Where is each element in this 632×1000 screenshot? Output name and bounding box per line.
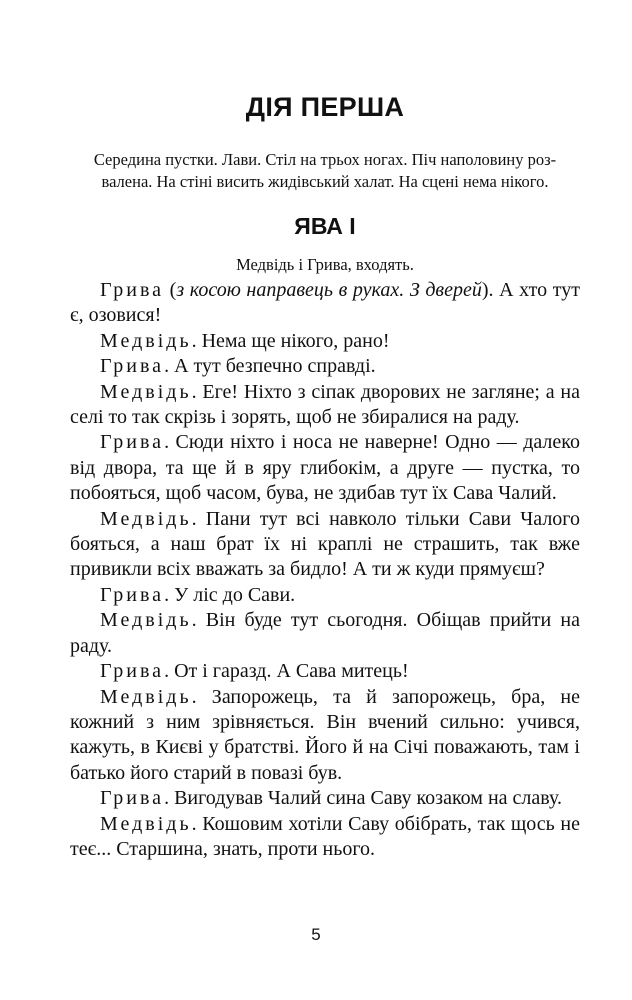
speaker-name: Медвідь [100, 507, 192, 530]
speaker-name: Грива [100, 583, 165, 606]
dialogue-line [70, 583, 580, 608]
speaker-name: Грива [100, 787, 165, 810]
dialogue-line [70, 380, 580, 431]
scene-title: ЯВА І [294, 213, 356, 239]
dialogue-line: Грива (з косою направець в руках. З дверей). А хто тут є, озовися! [70, 279, 580, 327]
dialogue-line [70, 608, 580, 659]
line-text: . Сюди ніхто і носа не наверне! Одно — далеко від двора, та ще й в яру глибокім, а друге — пустка, то побояться, щоб часом, бува, не здибав тут їх Сава Чалий. [70, 431, 580, 505]
stage-setting [70, 149, 580, 193]
dialogue [70, 278, 580, 862]
speaker-name: Грива [100, 279, 165, 301]
scene-intro: Медвідь і Грива, входять. [236, 255, 414, 274]
line-text: . Він буде тут сьогодня. Обіщав прийти на раду. [70, 609, 580, 657]
line-text: . Нема ще нікого, рано! [191, 329, 390, 352]
line-text: . Пани тут всі навколо тільки Сави Чалого бояться, а наш брат їх ні краплі не страшить, так вже привикли всіх вважать за бидло! А ти ж куди прямуєш? [70, 507, 580, 581]
stage-direction: з косою направець в руках. З дверей [176, 279, 482, 301]
dialogue-line [70, 685, 580, 787]
line-text: . От і гаразд. А Сава митець! [164, 660, 409, 683]
dialogue-line [70, 812, 580, 863]
speaker-name: Медвідь [100, 812, 192, 835]
act-title: ДІЯ ПЕРША [245, 92, 405, 122]
stage-setting-line-2: валена. На стіні висить жидівський халат. На сцені нема нікого. [101, 172, 549, 191]
speaker-name: Медвідь [100, 609, 192, 632]
stage-setting-line-1: Середина пустки. Лави. Стіл на трьох ногах. Піч наполовину роз- [93, 150, 557, 169]
line-text: . Запорожець, та й запорожець, бра, не кожний з ним зрівняється. Він вчений сильно: учився, кажуть, в Києві у братстві. Його й на Січі поважають, там і батько його старий в повазі був. [70, 685, 580, 784]
dialogue-line [70, 354, 580, 379]
dialogue-line [70, 786, 580, 811]
page-number: 5 [311, 925, 321, 944]
speaker-name: Медвідь [100, 685, 192, 708]
line-text: . Еге! Ніхто з сіпак дворових не загляне; а на селі то так скрізь і зорять, щоб не збиралися на раду. [70, 380, 580, 429]
line-text: . Вигодував Чалий сина Саву козаком на славу. [164, 787, 563, 810]
line-text: . У ліс до Сави. [164, 583, 296, 606]
line-text: . Кошовим хотіли Саву обібрать, так щось не теє... Старшина, знать, проти нього. [70, 812, 580, 860]
dialogue-line [70, 507, 580, 583]
dialogue-line [70, 659, 580, 684]
dialogue-line [70, 329, 580, 354]
speaker-name: Грива [100, 660, 165, 683]
speaker-name: Медвідь [100, 329, 192, 352]
speaker-name: Грива [100, 431, 165, 454]
dialogue-line [70, 430, 580, 506]
speaker-name: Грива [100, 355, 165, 378]
speaker-name: Медвідь [100, 380, 192, 403]
line-text: . А тут безпечно справді. [164, 355, 376, 378]
